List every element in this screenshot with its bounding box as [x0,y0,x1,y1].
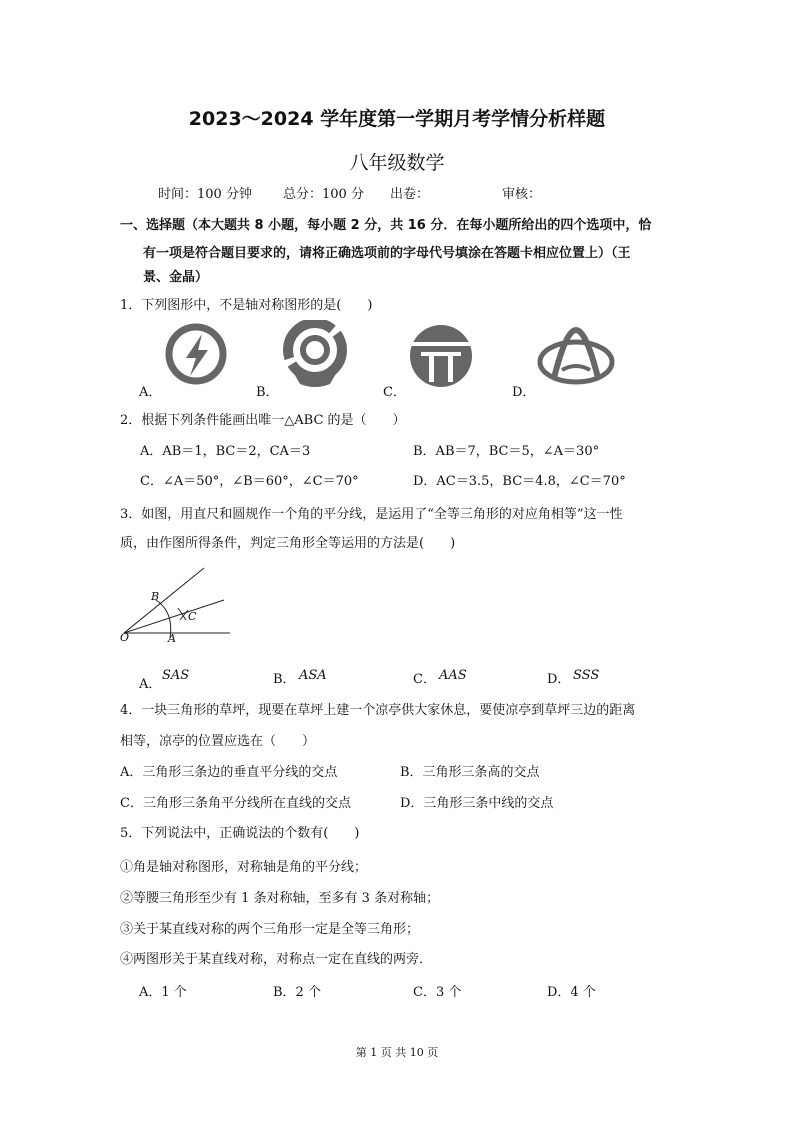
lightning-logo [160,322,232,386]
q4-option-b: B．三角形三条高的交点 [400,765,540,780]
exam-time: 时间：100 分钟 [158,187,252,202]
q1-option-b: B． [256,385,279,400]
figure-label-b: B [151,590,160,603]
q5-option-b: B．2 个 [273,985,321,1000]
q4-option-c: C．三角形三条角平分线所在直线的交点 [120,796,351,811]
q4-option-a: A．三角形三条边的垂直平分线的交点 [120,765,338,780]
q2-stem: 2．根据下列条件能画出唯一△ABC 的是（ ） [120,413,406,428]
q2-option-a: A．AB＝1，BC＝2，CA＝3 [140,444,311,459]
pavilion-logo [405,322,477,390]
figure-label-o: O [120,631,130,644]
q5-statement-4: ④两图形关于某直线对称，对称点一定在直线的两旁． [120,952,433,967]
q3-option-d: SSS [573,668,600,683]
q4-stem-line2: 相等，凉亭的位置应选在（ ） [120,734,316,749]
angle-bisector-figure [116,564,236,650]
page-footer: 第 1 页 共 10 页 [355,1046,439,1059]
q1-option-a: A． [139,385,162,400]
arch-logo [536,326,616,386]
page-subtitle: 八年级数学 [349,152,445,174]
q1-option-c: C． [383,385,406,400]
q5-statement-2: ②等腰三角形至少有 1 条对称轴，至多有 3 条对称轴； [120,891,440,906]
q5-stem: 5．下列说法中，正确说法的个数有( ) [120,826,360,841]
q1-stem: 1．下列图形中，不是轴对称图形的是( ) [120,298,373,313]
swirl-logo [278,320,352,390]
q4-option-d: D．三角形三条中线的交点 [400,796,554,811]
q4-stem-line1: 4．一块三角形的草坪，现要在草坪上建一个凉亭供大家休息，要使凉亭到草坪三边的距离 [120,703,636,718]
q5-option-c: C．3 个 [413,985,462,1000]
q3-option-a: SAS [162,668,190,683]
q2-option-d: D．AC＝3.5，BC＝4.8，∠C＝70° [413,474,626,489]
q3-option-d-letter: D． [547,672,571,687]
q3-option-c-letter: C． [413,672,436,687]
q5-statement-3: ③关于某直线对称的两个三角形一定是全等三角形； [120,922,420,937]
page-title: 2023～2024 学年度第一学期月考学情分析样题 [188,108,606,130]
q5-option-d: D．4 个 [547,985,596,1000]
figure-label-a: A [168,632,176,645]
exam-author: 出卷： [390,187,430,202]
q3-stem-line1: 3．如图，用直尺和圆规作一个角的平分线，是运用了“全等三角形的对应角相等”这一性 [120,507,623,522]
q3-option-c: AAS [439,668,467,683]
section-heading-line3: 景、金晶） [143,270,209,285]
exam-reviewer: 审核： [502,187,542,202]
exam-score: 总分：100 分 [283,187,364,202]
q3-stem-line2: 质，由作图所得条件，判定三角形全等运用的方法是( ) [120,536,456,551]
q3-option-b: ASA [299,668,327,683]
q3-option-b-letter: B． [273,672,296,687]
q2-option-c: C．∠A＝50°，∠B＝60°，∠C＝70° [140,474,359,489]
figure-label-c: C [188,610,197,623]
section-heading-line2: 有一项是符合题目要求的，请将正确选项前的字母代号填涂在答题卡相应位置上）（王 [143,246,631,261]
q2-option-b: B．AB＝7，BC＝5，∠A＝30° [413,444,600,459]
q5-statement-1: ①角是轴对称图形，对称轴是角的平分线； [120,860,368,875]
q1-option-d: D． [512,385,536,400]
q5-option-a: A．1 个 [139,985,187,1000]
section-heading-line1: 一、选择题（本大题共 8 小题，每小题 2 分，共 16 分．在每小题所给出的四个选项中，恰 [120,218,652,233]
q3-option-a-letter: A． [139,677,162,692]
